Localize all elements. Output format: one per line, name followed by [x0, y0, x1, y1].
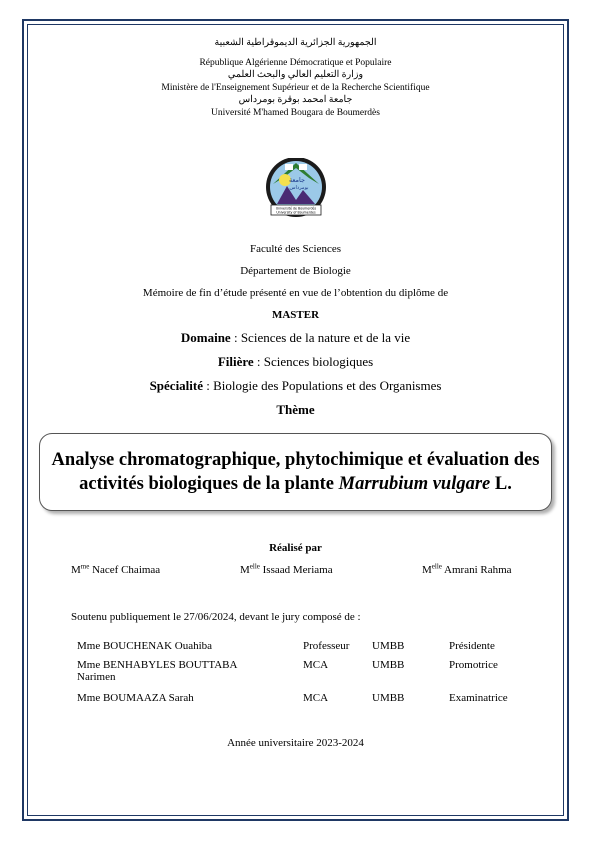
filiere [27, 354, 564, 370]
jury-1-role: Présidente [449, 640, 495, 652]
domaine [27, 330, 564, 346]
author-1-name: Nacef Chaimaa [89, 564, 161, 576]
department: Département de Biologie [240, 265, 351, 277]
soutenu-statement: Soutenu publiquement le 27/06/2024, devant le jury composé de : [71, 611, 361, 623]
filiere-label: Filière [217, 354, 254, 369]
domaine-value: : Sciences de la nature et de la vie [230, 330, 411, 345]
author-1 [71, 564, 160, 576]
theme-box [39, 433, 552, 511]
republic-french: République Algérienne Démocratique et Populaire [199, 58, 392, 68]
jury-3-inst: UMBB [372, 692, 405, 704]
logo-arabic-1: جامعة [288, 176, 306, 184]
author-2-title-sup: elle [249, 562, 260, 571]
realise-par: Réalisé par [269, 542, 322, 554]
author-3-title: M [422, 564, 432, 576]
memoire-statement: Mémoire de fin d’étude présenté en vue de l’obtention du diplôme de [142, 287, 449, 299]
logo-french-2: University of Boumerdes [276, 210, 316, 215]
university-logo [263, 158, 329, 220]
jury-2-grade: MCA [303, 659, 329, 671]
university-french: Université M'hamed Bougara de Boumerdès [211, 108, 380, 118]
logo-arabic-2: بومرداس [289, 185, 309, 191]
jury-1-inst: UMBB [372, 640, 405, 652]
theme-line-1: Analyse chromatographique, phytochimique et évaluation des [51, 450, 540, 470]
logo-french-1: Université de Boumerdès [275, 206, 317, 211]
author-2-title: M [240, 564, 250, 576]
degree: MASTER [271, 309, 320, 321]
author-3-name: Amrani Rahma [441, 564, 512, 576]
theme-line-2-pre: activités biologiques de la plante [79, 474, 339, 494]
filiere-value: : Sciences biologiques [253, 354, 374, 369]
specialite-label: Spécialité [149, 378, 203, 393]
ministry-arabic: وزارة التعليم العالي والبحث العلمي [227, 70, 364, 80]
academic-year: Année universitaire 2023-2024 [227, 737, 364, 749]
jury-1-grade: Professeur [303, 640, 350, 652]
republic-arabic: الجمهورية الجزائرية الديموقراطية الشعبية [214, 38, 377, 48]
jury-2-inst: UMBB [372, 659, 405, 671]
jury-2-role: Promotrice [449, 659, 498, 671]
author-3 [422, 564, 512, 576]
ministry-french: Ministère de l'Enseignement Supérieur et de la Recherche Scientifique [161, 83, 430, 93]
author-2 [240, 564, 333, 576]
author-3-title-sup: elle [431, 562, 442, 571]
author-1-title-sup: me [80, 562, 90, 571]
jury-3-name: Mme BOUMAAZA Sarah [77, 692, 194, 704]
specialite [27, 378, 564, 394]
theme-species: Marrubium vulgare [338, 474, 491, 494]
author-1-title: M [71, 564, 81, 576]
faculty: Faculté des Sciences [249, 243, 342, 255]
jury-3-grade: MCA [303, 692, 329, 704]
theme-label: Thème [276, 402, 315, 417]
university-arabic: جامعة امحمد بوقرة بومرداس [238, 95, 353, 105]
theme-line-2-post: L. [490, 474, 512, 494]
jury-2-name: Mme BENHABYLES BOUTTABA [77, 659, 238, 671]
jury-1-name: Mme BOUCHENAK Ouahiba [77, 640, 213, 652]
theme-line-2 [79, 472, 512, 496]
domaine-label: Domaine [180, 330, 231, 345]
specialite-value: : Biologie des Populations et des Organismes [203, 378, 442, 393]
jury-2-name-cont: Narimen [77, 671, 116, 683]
jury-3-role: Examinatrice [449, 692, 508, 704]
author-2-name: Issaad Meriama [259, 564, 333, 576]
